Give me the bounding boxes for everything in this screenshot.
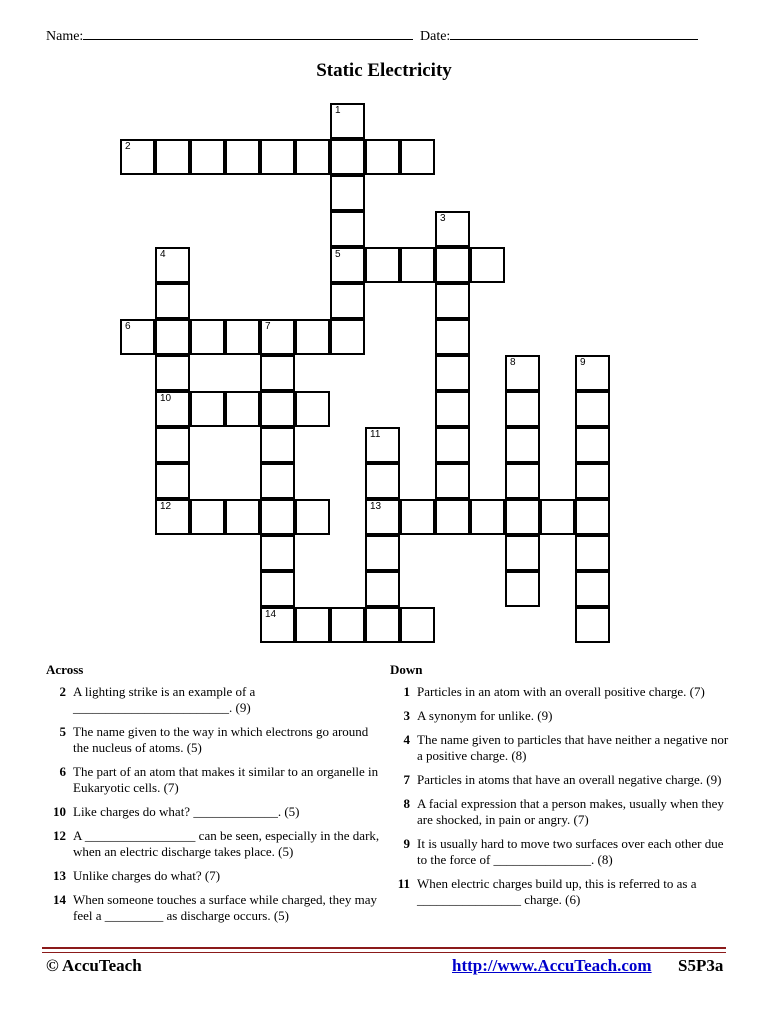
standard-code: S5P3a <box>678 956 724 975</box>
crossword-cell[interactable] <box>190 499 225 535</box>
crossword-cell[interactable] <box>400 607 435 643</box>
crossword-cell[interactable] <box>155 391 190 427</box>
crossword-cell[interactable] <box>225 499 260 535</box>
clue-text: It is usually hard to move two surfaces over each other due to the force of _______________. (8) <box>417 836 724 867</box>
crossword-cell[interactable] <box>295 499 330 535</box>
clue-number: 11 <box>397 876 410 891</box>
across-clue <box>46 684 386 716</box>
crossword-cell[interactable] <box>295 391 330 427</box>
across-clue-list <box>46 684 386 924</box>
name-label: Name: <box>46 29 84 44</box>
clue-text: Particles in an atom with an overall positive charge. (7) <box>417 684 705 699</box>
clue-number: 4 <box>403 732 410 747</box>
clue-number-label: 3 <box>440 213 446 224</box>
crossword-cell[interactable] <box>435 427 470 463</box>
crossword-cell[interactable] <box>155 463 190 499</box>
clue-text: Unlike charges do what? (7) <box>73 868 221 883</box>
crossword-cell[interactable] <box>190 391 225 427</box>
clue-number-label: 1 <box>335 105 341 116</box>
crossword-cell[interactable] <box>365 499 400 535</box>
clue-number: 13 <box>53 868 66 883</box>
clue-number: 9 <box>403 836 410 851</box>
crossword-cell[interactable] <box>330 247 365 283</box>
crossword-cell[interactable] <box>190 319 225 355</box>
clue-text: Like charges do what? _____________. (5) <box>73 804 300 819</box>
crossword-cell[interactable] <box>575 535 610 571</box>
crossword-cell[interactable] <box>435 355 470 391</box>
crossword-cell[interactable] <box>575 427 610 463</box>
crossword-cell[interactable] <box>260 571 295 607</box>
across-clues <box>46 662 386 932</box>
crossword-cell[interactable] <box>505 571 540 607</box>
crossword-cell[interactable] <box>365 139 400 175</box>
across-clue <box>46 828 386 860</box>
crossword-cell[interactable] <box>575 391 610 427</box>
crossword-cell[interactable] <box>155 355 190 391</box>
clue-number: 1 <box>403 684 410 699</box>
crossword-cell[interactable] <box>435 247 470 283</box>
clue-number-label: 14 <box>265 609 277 620</box>
clue-number-label: 10 <box>160 393 172 404</box>
clue-number-label: 4 <box>160 249 166 260</box>
footer-divider <box>42 947 726 949</box>
clue-text: The name given to particles that have neither a negative nor a positive charge. (8) <box>417 732 729 763</box>
clue-text: A lighting strike is an example of a ________________________. (9) <box>73 684 256 715</box>
clue-number: 6 <box>59 764 66 779</box>
crossword-cell[interactable] <box>575 499 610 535</box>
crossword-cell[interactable] <box>540 499 575 535</box>
down-heading: Down <box>390 662 423 677</box>
clue-number: 8 <box>403 796 410 811</box>
crossword-cell[interactable] <box>505 535 540 571</box>
across-clue <box>46 724 386 756</box>
page-title: Static Electricity <box>316 60 452 81</box>
clue-number-label: 5 <box>335 249 341 260</box>
footer-divider-thin <box>42 952 726 953</box>
crossword-cell[interactable] <box>330 319 365 355</box>
crossword-cell[interactable] <box>260 319 295 355</box>
crossword-cell[interactable] <box>155 499 190 535</box>
crossword-cell[interactable] <box>505 427 540 463</box>
crossword-cell[interactable] <box>365 535 400 571</box>
crossword-cell[interactable] <box>330 103 365 139</box>
crossword-cell[interactable] <box>155 427 190 463</box>
clue-text: A _________________ can be seen, especially in the dark, when an electric discharge takes place. (5) <box>73 828 380 859</box>
clue-text: A synonym for unlike. (9) <box>417 708 553 723</box>
crossword-cell[interactable] <box>470 499 505 535</box>
crossword-cell[interactable] <box>435 319 470 355</box>
across-heading: Across <box>46 662 84 677</box>
crossword-cell[interactable] <box>330 211 365 247</box>
clue-number: 2 <box>59 684 66 699</box>
crossword-cell[interactable] <box>260 427 295 463</box>
crossword-cell[interactable] <box>575 463 610 499</box>
crossword-cell[interactable] <box>330 175 365 211</box>
crossword-cell[interactable] <box>505 499 540 535</box>
crossword-cell[interactable] <box>295 319 330 355</box>
crossword-cell[interactable] <box>155 283 190 319</box>
across-clue <box>46 764 386 796</box>
crossword-cell[interactable] <box>295 139 330 175</box>
copyright-text: © AccuTeach <box>46 956 142 975</box>
crossword-cell[interactable] <box>330 607 365 643</box>
down-clue <box>390 684 730 700</box>
crossword-cell[interactable] <box>260 355 295 391</box>
clue-text: When someone touches a surface while charged, they may feel a _________ as discharge occurs. (5) <box>73 892 378 923</box>
clue-number: 14 <box>53 892 66 907</box>
clue-number-label: 2 <box>125 141 131 152</box>
crossword-cell[interactable] <box>295 607 330 643</box>
crossword-cell[interactable] <box>365 247 400 283</box>
clue-number: 7 <box>403 772 410 787</box>
crossword-cell[interactable] <box>330 283 365 319</box>
clue-number: 3 <box>403 708 410 723</box>
across-clue <box>46 804 386 820</box>
crossword-cell[interactable] <box>365 427 400 463</box>
across-clue <box>46 868 386 884</box>
crossword-cell[interactable] <box>225 139 260 175</box>
crossword-cell[interactable] <box>155 319 190 355</box>
crossword-cell[interactable] <box>435 391 470 427</box>
across-clue <box>46 892 386 924</box>
crossword-cell[interactable] <box>400 499 435 535</box>
clue-number-label: 6 <box>125 321 131 332</box>
down-clue <box>390 732 730 764</box>
crossword-cell[interactable] <box>575 571 610 607</box>
clue-text: When electric charges build up, this is referred to as a ________________ charge. (6) <box>417 876 697 907</box>
down-clue <box>390 876 730 908</box>
crossword-cell[interactable] <box>225 391 260 427</box>
crossword-cell[interactable] <box>120 319 155 355</box>
down-clue <box>390 796 730 828</box>
clue-number-label: 7 <box>265 321 271 332</box>
clue-number: 10 <box>53 804 66 819</box>
clue-text: The name given to the way in which electrons go around the nucleus of atoms. (5) <box>73 724 369 755</box>
crossword-cell[interactable] <box>260 535 295 571</box>
crossword-cell[interactable] <box>505 391 540 427</box>
crossword-cell[interactable] <box>190 139 225 175</box>
crossword-cell[interactable] <box>575 355 610 391</box>
crossword-cell[interactable] <box>575 607 610 643</box>
crossword-cell[interactable] <box>260 607 295 643</box>
clue-text: The part of an atom that makes it similar to an organelle in Eukaryotic cells. (7) <box>73 764 379 795</box>
crossword-cell[interactable] <box>155 247 190 283</box>
clue-number-label: 8 <box>510 357 516 368</box>
clue-number-label: 11 <box>370 429 381 440</box>
down-clue-list <box>390 684 730 908</box>
clue-number: 12 <box>53 828 66 843</box>
crossword-cell[interactable] <box>225 319 260 355</box>
crossword-cell[interactable] <box>260 463 295 499</box>
down-clue <box>390 772 730 788</box>
clue-text: Particles in atoms that have an overall negative charge. (9) <box>417 772 722 787</box>
crossword-cell[interactable] <box>365 607 400 643</box>
crossword-cell[interactable] <box>435 463 470 499</box>
crossword-cell[interactable] <box>155 139 190 175</box>
crossword-cell[interactable] <box>330 139 365 175</box>
website-link[interactable]: http://www.AccuTeach.com <box>452 956 652 975</box>
clue-number: 5 <box>59 724 66 739</box>
down-clue <box>390 836 730 868</box>
date-label: Date: <box>420 29 451 44</box>
crossword-cell[interactable] <box>260 391 295 427</box>
crossword-cell[interactable] <box>435 283 470 319</box>
clue-number-label: 12 <box>160 501 172 512</box>
crossword-cell[interactable] <box>505 355 540 391</box>
crossword-cell[interactable] <box>435 211 470 247</box>
crossword-cell[interactable] <box>260 139 295 175</box>
crossword-cell[interactable] <box>400 247 435 283</box>
crossword-cell[interactable] <box>365 571 400 607</box>
crossword-cell[interactable] <box>260 499 295 535</box>
clue-number-label: 9 <box>580 357 586 368</box>
crossword-cell[interactable] <box>505 463 540 499</box>
clue-text: A facial expression that a person makes, usually when they are shocked, in pain or angry. (7) <box>417 796 724 827</box>
crossword-cell[interactable] <box>120 139 155 175</box>
crossword-cell[interactable] <box>435 499 470 535</box>
clue-number-label: 13 <box>370 501 382 512</box>
down-clues <box>390 662 730 916</box>
crossword-cell[interactable] <box>400 139 435 175</box>
crossword-cell[interactable] <box>365 463 400 499</box>
crossword-cell[interactable] <box>470 247 505 283</box>
down-clue <box>390 708 730 724</box>
